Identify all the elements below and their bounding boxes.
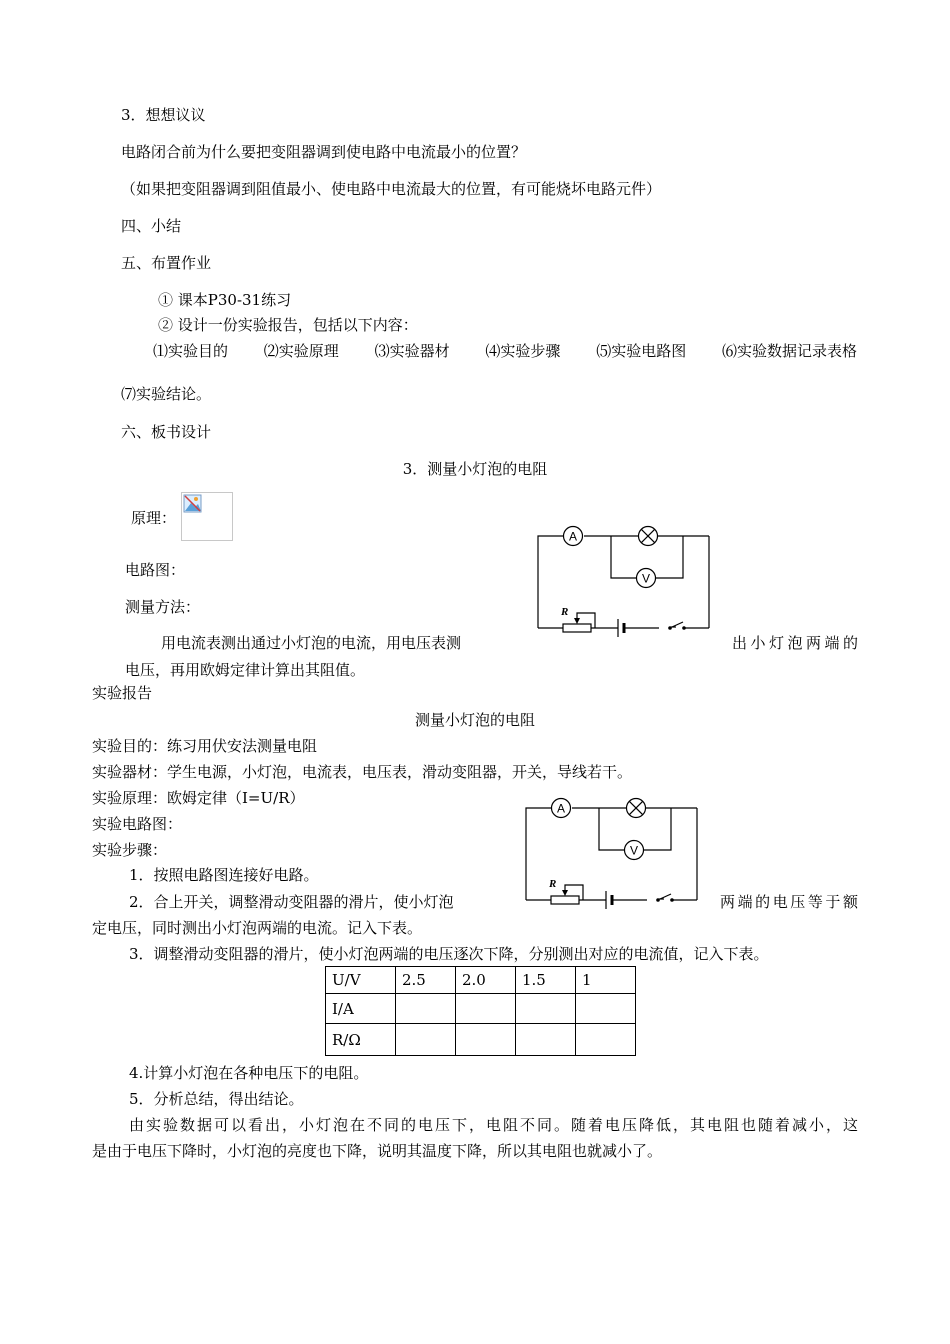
report-equipment: 实验器材：学生电源，小灯泡，电流表，电压表，滑动变阻器，开关，导线若干。 xyxy=(92,763,633,781)
table-cell xyxy=(396,1024,456,1056)
board-heading: 六、板书设计 xyxy=(121,423,212,441)
report-step-4: 4.计算小灯泡在各种电压下的电阻。 xyxy=(129,1064,369,1082)
board-title: 3．测量小灯泡的电阻 xyxy=(402,460,548,478)
table-cell: R/Ω xyxy=(326,1024,396,1056)
report-part: ⑹实验数据记录表格 xyxy=(721,342,857,360)
report-parts-list xyxy=(153,341,857,361)
report-step-1: 1．按照电路图连接好电路。 xyxy=(129,866,319,884)
principle-label: 原理： xyxy=(131,509,177,527)
table-cell xyxy=(516,994,576,1024)
question-text: 电路闭合前为什么要把变阻器调到使电路中电流最小的位置？ xyxy=(121,143,527,161)
report-step-2-cont: 定电压，同时测出小灯泡两端的电流。记入下表。 xyxy=(92,919,423,937)
homework-item-2: ② 设计一份实验报告，包括以下内容： xyxy=(158,316,418,334)
ammeter-label: A xyxy=(568,529,578,544)
report-title: 测量小灯泡的电阻 xyxy=(414,711,535,729)
switch-icon xyxy=(668,626,672,630)
voltmeter-label: V xyxy=(641,571,651,586)
rheostat-label: R xyxy=(561,606,569,618)
report-step-5: 5．分析总结，得出结论。 xyxy=(129,1090,304,1108)
discuss-heading: 3．想想议议 xyxy=(121,106,206,124)
report-principle: 实验原理：欧姆定律（I=U/R） xyxy=(92,789,305,807)
table-cell xyxy=(456,1024,516,1056)
table-cell: I/A xyxy=(326,994,396,1024)
table-cell xyxy=(456,994,516,1024)
ammeter-label: A xyxy=(556,801,566,816)
diagram-label: 电路图： xyxy=(125,561,186,579)
broken-image-icon xyxy=(183,494,203,514)
table-row xyxy=(326,967,636,994)
method-text-right: 出小灯泡两端的 xyxy=(732,634,858,652)
method-text-cont: 电压，再用欧姆定律计算出其阻值。 xyxy=(125,661,366,679)
table-cell: 1.5 xyxy=(516,967,576,994)
table-row xyxy=(326,1024,636,1056)
voltmeter-label: V xyxy=(629,843,639,858)
switch-icon xyxy=(656,898,660,902)
report-steps-label: 实验步骤： xyxy=(92,841,168,859)
rheostat-icon xyxy=(563,624,591,632)
report-step-3: 3．调整滑动变阻器的滑片，使小灯泡两端的电压逐次下降，分别测出对应的电流值，记入下表。 xyxy=(129,945,769,963)
summary-heading: 四、小结 xyxy=(121,217,182,235)
table-cell xyxy=(396,994,456,1024)
homework-heading: 五、布置作业 xyxy=(121,254,212,272)
data-table xyxy=(325,966,636,1056)
circuit-diagram-1 xyxy=(533,523,713,635)
method-label: 测量方法： xyxy=(125,598,201,616)
method-text-left: 用电流表测出通过小灯泡的电流，用电压表测 xyxy=(161,634,462,652)
rheostat-icon xyxy=(551,896,579,904)
table-cell: 1 xyxy=(576,967,636,994)
table-cell: 2.0 xyxy=(456,967,516,994)
circuit-diagram-2 xyxy=(521,795,701,907)
table-cell: U/V xyxy=(326,967,396,994)
report-part: ⑶实验器材 xyxy=(374,342,450,360)
report-part: ⑷实验步骤 xyxy=(485,342,561,360)
table-cell xyxy=(576,994,636,1024)
conclusion-line-2: 是由于电压下降时，小灯泡的亮度也下降，说明其温度下降，所以其电阻也就减小了。 xyxy=(92,1142,663,1160)
report-part: ⑴实验目的 xyxy=(153,342,229,360)
table-cell xyxy=(576,1024,636,1056)
rheostat-label: R xyxy=(549,878,557,890)
answer-text: （如果把变阻器调到阻值最小、使电路中电流最大的位置，有可能烧坏电路元件） xyxy=(121,180,662,198)
table-row xyxy=(326,994,636,1024)
report-step-2-right: 两端的电压等于额 xyxy=(720,893,858,911)
report-part-7: ⑺实验结论。 xyxy=(121,385,212,403)
report-part: ⑸实验电路图 xyxy=(596,342,687,360)
homework-item-1: ① 课本P30-31练习 xyxy=(158,291,292,309)
report-step-2-left: 2．合上开关，调整滑动变阻器的滑片，使小灯泡 xyxy=(129,893,454,911)
table-cell xyxy=(516,1024,576,1056)
report-heading: 实验报告 xyxy=(92,684,153,702)
report-part: ⑵实验原理 xyxy=(263,342,339,360)
conclusion-line-1: 由实验数据可以看出，小灯泡在不同的电压下，电阻不同。随着电压降低，其电阻也随着减小，这 xyxy=(129,1116,858,1134)
report-diagram-label: 实验电路图： xyxy=(92,815,183,833)
formula-image-placeholder xyxy=(181,492,233,541)
table-cell: 2.5 xyxy=(396,967,456,994)
report-purpose: 实验目的：练习用伏安法测量电阻 xyxy=(92,737,318,755)
